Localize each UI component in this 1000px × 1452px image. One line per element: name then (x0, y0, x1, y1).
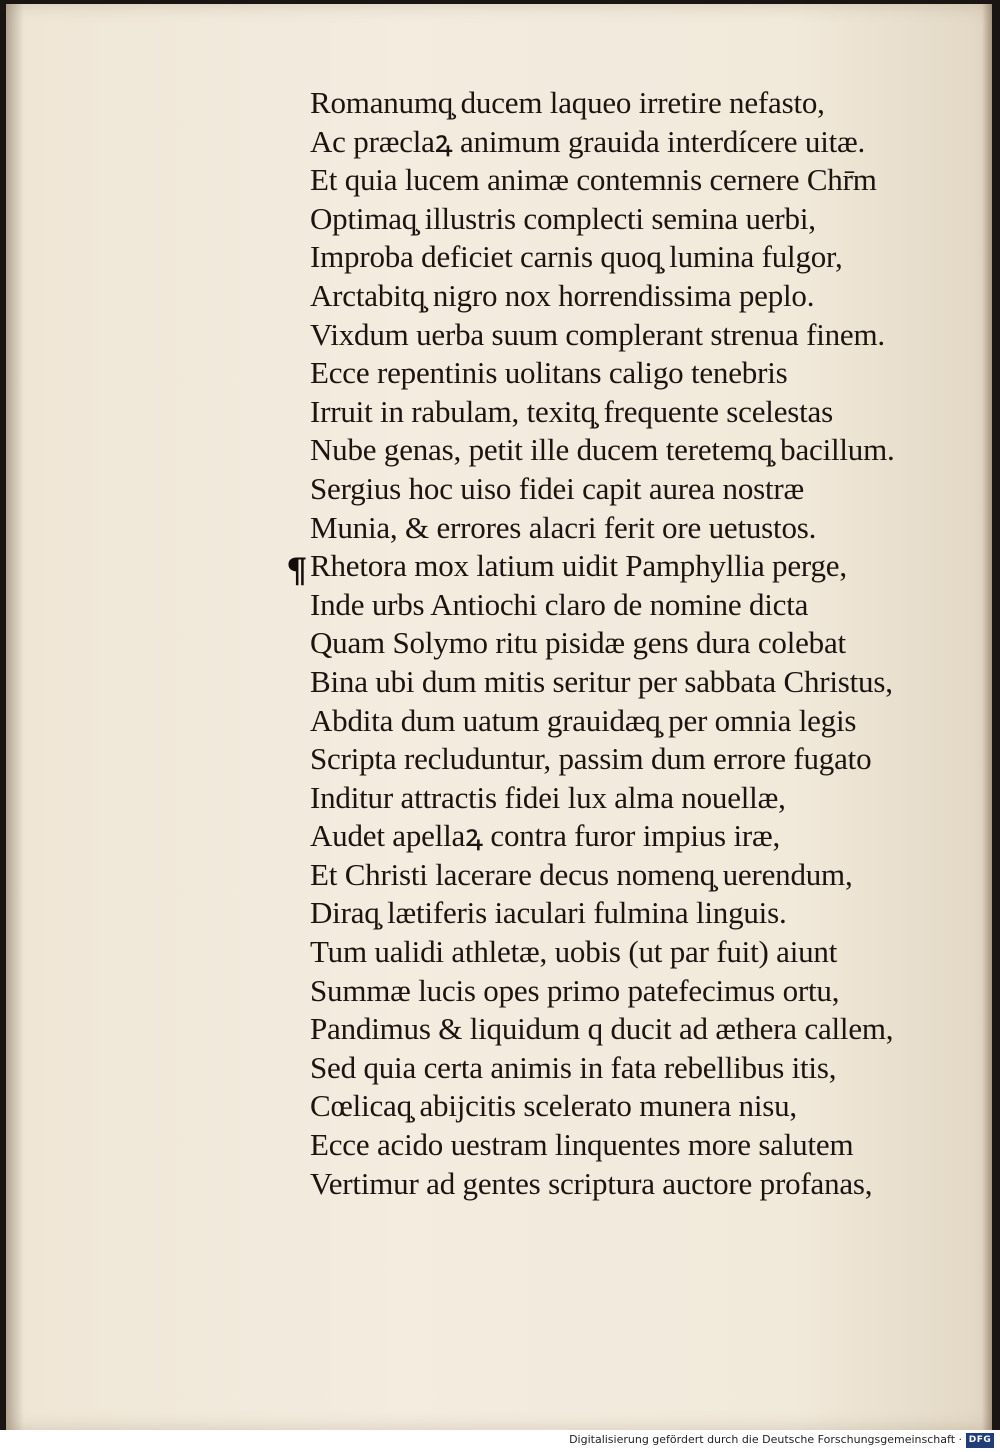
verse-line: Vixdum uerba suum complerant strenua finem. (310, 316, 885, 352)
verse-line: Optimaq̧ illustris complecti semina uerbi, (310, 200, 816, 236)
verse-line: Sed quia certa animis in fata rebellibus itis, (310, 1049, 837, 1085)
verse-line: Tum ualidi athletæ, uobis (ut par fuit) aiunt (310, 934, 838, 970)
verse-line: Ac præclaꝝ animum grauida interdícere uitæ. (310, 123, 866, 159)
verse-line: Ecce acido uestram linquentes more salutem (310, 1127, 854, 1163)
verse-line: Munia, & errores alacri ferit ore uetustos. (310, 509, 817, 545)
verse-line: Vertimur ad gentes scriptura auctore profanas, (310, 1165, 873, 1201)
verse-line: Inditur attractis fidei lux alma nouellæ, (310, 779, 786, 815)
verse-line: Improba deficiet carnis quoq̧ lumina fulgor, (310, 239, 843, 275)
verse-line: Nube genas, petit ille ducem teretemq̧ bacillum. (310, 432, 895, 468)
digitization-footer (0, 1430, 1000, 1452)
verse-line: Et quia lucem animæ contemnis cernere Chr̄m (310, 162, 877, 198)
paragraph-mark: ¶ (286, 551, 308, 591)
verse-line: Arctabitq̧ nigro nox horrendissima peplo. (310, 277, 815, 313)
verse-text-block (310, 84, 950, 1203)
dfg-logo[interactable]: DFG (966, 1433, 994, 1448)
verse-line: Inde urbs Antiochi claro de nomine dicta (310, 586, 809, 622)
page-edge-shadow (982, 4, 992, 1430)
verse-line: Rhetora mox latium uidit Pamphyllia perge, (310, 548, 847, 584)
verse-line: Diraq̧ lætiferis iaculari fulmina linguis. (310, 895, 787, 931)
page-gutter-shadow (6, 4, 24, 1430)
book-page (6, 4, 992, 1430)
verse-line: Scripta recluduntur, passim dum errore fugato (310, 741, 872, 777)
verse-line: Et Christi lacerare decus nomenq̧ uerendum, (310, 856, 853, 892)
verse-line: Ecce repentinis uolitans caligo tenebris (310, 355, 788, 391)
verse-line: Sergius hoc uiso fidei capit aurea nostræ (310, 470, 805, 506)
verse-line: Pandimus & liquidum q ducit ad æthera callem, (310, 1011, 894, 1047)
verse-line: Cœlicaq̧ abijcitis scelerato munera nisu, (310, 1088, 797, 1124)
verse-line: Romanumq̧ ducem laqueo irretire nefasto, (310, 85, 825, 120)
verse-line: Quam Solymo ritu pisidæ gens dura colebat (310, 625, 846, 661)
verse-line: Bina ubi dum mitis seritur per sabbata Christus, (310, 663, 893, 699)
verse-line: Abdita dum uatum grauidæq̧ per omnia legis (310, 702, 857, 738)
funding-credit: Digitalisierung gefördert durch die Deutsche Forschungsgemeinschaft · (569, 1433, 962, 1446)
verse-line: Summæ lucis opes primo patefecimus ortu, (310, 972, 840, 1008)
verse-line: Irruit in rabulam, texitq̧ frequente scelestas (310, 393, 833, 429)
verse-line: Audet apellaꝝ contra furor impius iræ, (310, 818, 781, 854)
